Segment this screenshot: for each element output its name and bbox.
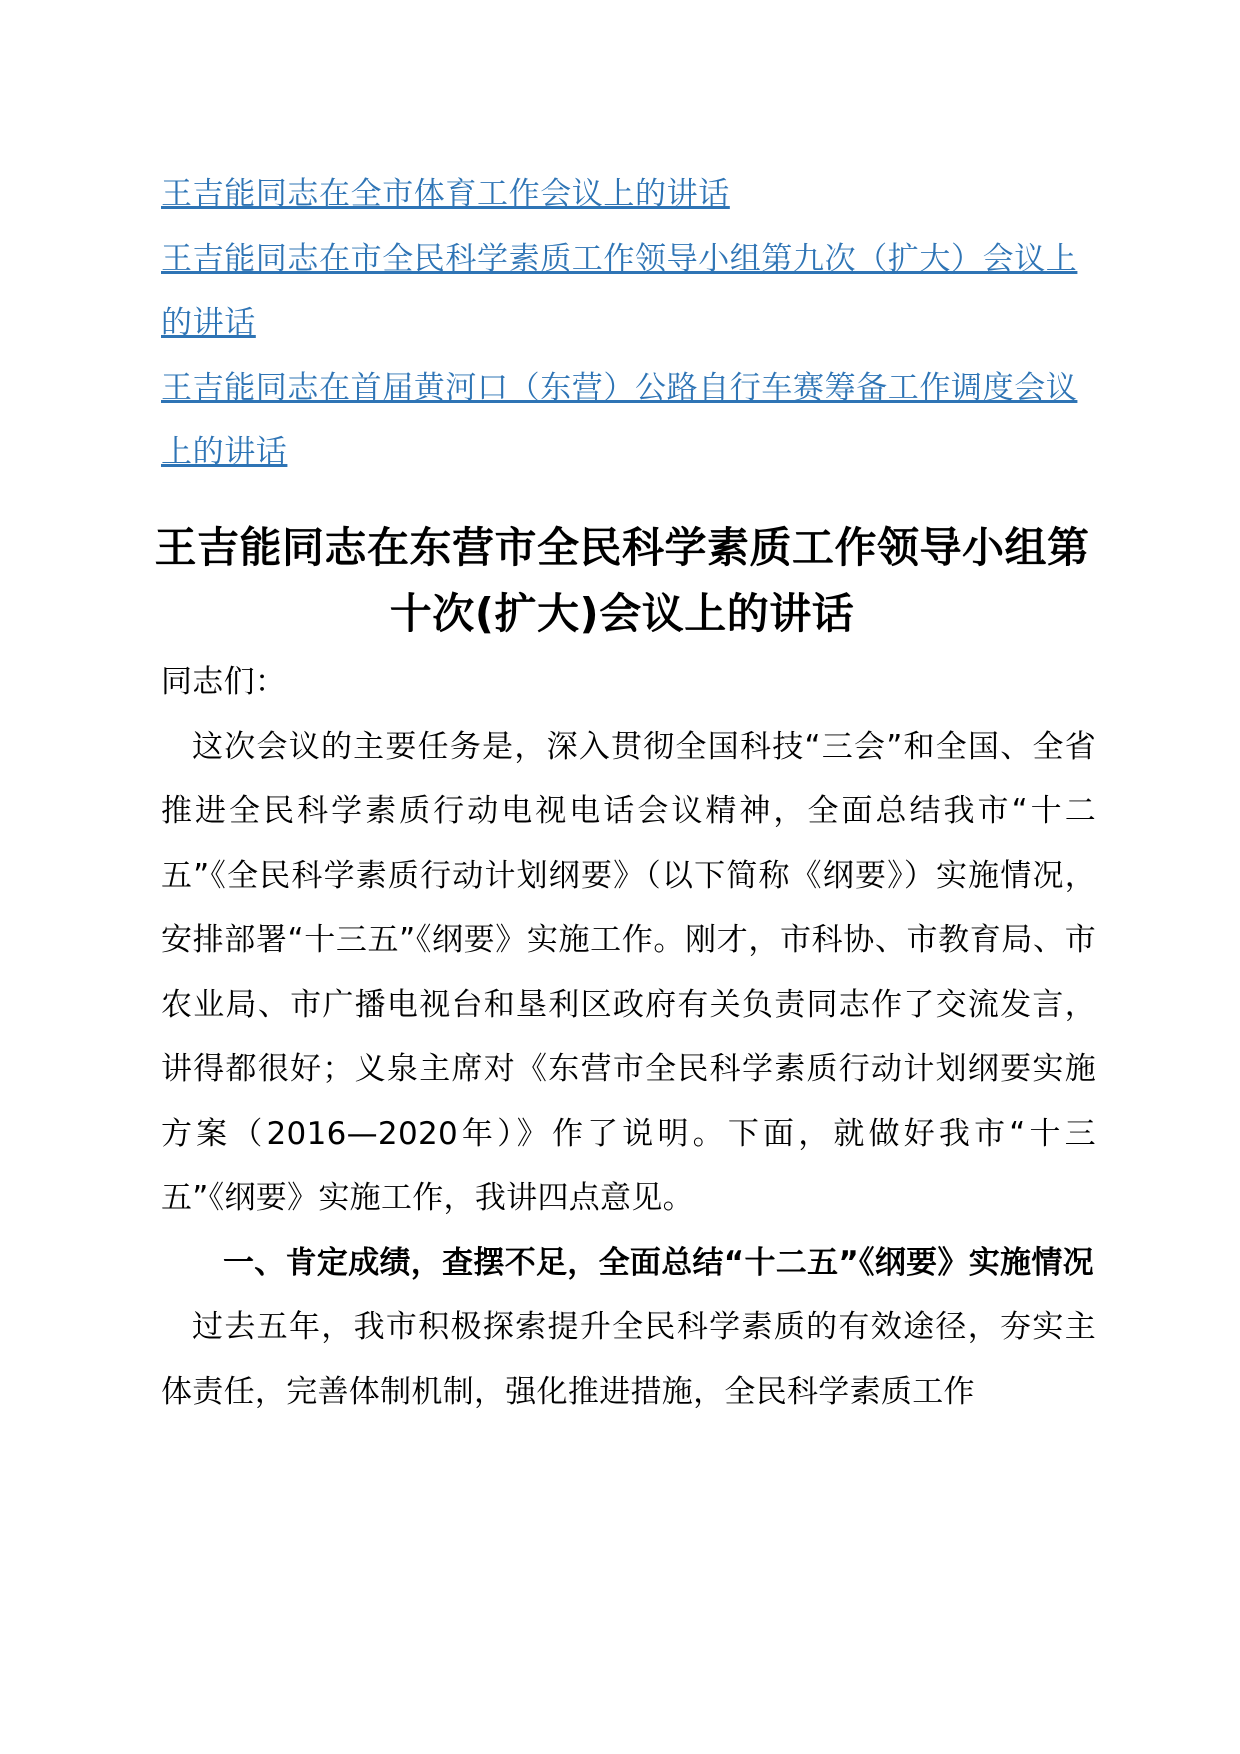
- related-links: [161, 162, 1081, 485]
- related-link-science-ninth-meeting[interactable]: 王吉能同志在市全民科学素质工作领导小组第九次（扩大）会议上的讲话: [161, 240, 1078, 341]
- greeting: 同志们：: [161, 664, 287, 700]
- document-title: 王吉能同志在东营市全民科学素质工作领导小组第十次(扩大)会议上的讲话: [154, 523, 1090, 638]
- speech-body: [161, 650, 1096, 1424]
- section-heading-1: 一、肯定成绩，查摆不足，全面总结“十二五”《纲要》实施情况: [223, 1244, 1094, 1281]
- paragraph-intro: 这次会议的主要任务是，深入贯彻全国科技“三会”和全国、全省推进全民科学素质行动电视电话会议精神，全面总结我市“十二五”《全民科学素质行动计划纲要》（以下简称《纲要》）实施情况，安排部署“十三五”《纲要》实施工作。刚才，市科协、市教育局、市农业局、市广播电视台和垦利区政府有关负责同志作了交流发言，讲得都很好；义泉主席对《东营市全民科学素质行动计划纲要实施方案（2016—2020年）》作了说明。下面，就做好我市“十三五”《纲要》实施工作，我讲四点意见。: [161, 728, 1096, 1216]
- related-link-cycling-race-meeting[interactable]: 王吉能同志在首届黄河口（东营）公路自行车赛筹备工作调度会议上的讲话: [161, 369, 1078, 470]
- paragraph-achievements: 过去五年，我市积极探索提升全民科学素质的有效途径，夯实主体责任，完善体制机制，强化推进措施，全民科学素质工作: [161, 1309, 1096, 1410]
- related-link-sports-meeting[interactable]: 王吉能同志在全市体育工作会议上的讲话: [161, 176, 730, 212]
